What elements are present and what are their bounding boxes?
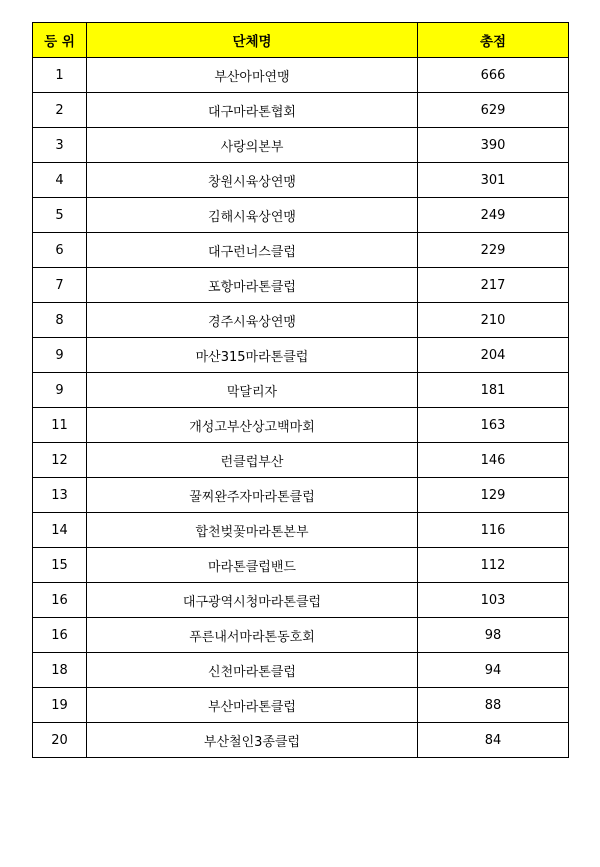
header-score: 총점 bbox=[418, 23, 569, 58]
table-row bbox=[33, 618, 569, 653]
header-row bbox=[33, 23, 569, 58]
cell-name: 신천마라톤클럽 bbox=[87, 653, 418, 688]
ranking-table bbox=[32, 22, 569, 758]
cell-score: 116 bbox=[418, 513, 569, 548]
header-name: 단체명 bbox=[87, 23, 418, 58]
cell-rank: 16 bbox=[33, 583, 87, 618]
cell-score: 163 bbox=[418, 408, 569, 443]
cell-score: 249 bbox=[418, 198, 569, 233]
table-row bbox=[33, 513, 569, 548]
cell-name: 마라톤클럽밴드 bbox=[87, 548, 418, 583]
cell-rank: 4 bbox=[33, 163, 87, 198]
cell-score: 88 bbox=[418, 688, 569, 723]
cell-name: 개성고부산상고백마회 bbox=[87, 408, 418, 443]
cell-name: 마산315마라톤클럽 bbox=[87, 338, 418, 373]
cell-rank: 11 bbox=[33, 408, 87, 443]
table-row bbox=[33, 93, 569, 128]
cell-rank: 8 bbox=[33, 303, 87, 338]
cell-rank: 2 bbox=[33, 93, 87, 128]
cell-score: 94 bbox=[418, 653, 569, 688]
table-row bbox=[33, 583, 569, 618]
table-row bbox=[33, 58, 569, 93]
cell-score: 181 bbox=[418, 373, 569, 408]
table-row bbox=[33, 198, 569, 233]
cell-name: 부산마라톤클럽 bbox=[87, 688, 418, 723]
cell-rank: 12 bbox=[33, 443, 87, 478]
cell-rank: 5 bbox=[33, 198, 87, 233]
cell-rank: 6 bbox=[33, 233, 87, 268]
cell-name: 부산아마연맹 bbox=[87, 58, 418, 93]
table-row bbox=[33, 338, 569, 373]
table-row bbox=[33, 443, 569, 478]
cell-name: 경주시육상연맹 bbox=[87, 303, 418, 338]
cell-name: 대구광역시청마라톤클럽 bbox=[87, 583, 418, 618]
cell-score: 204 bbox=[418, 338, 569, 373]
cell-rank: 7 bbox=[33, 268, 87, 303]
cell-score: 217 bbox=[418, 268, 569, 303]
table-row bbox=[33, 128, 569, 163]
cell-rank: 9 bbox=[33, 338, 87, 373]
table-row bbox=[33, 373, 569, 408]
cell-score: 112 bbox=[418, 548, 569, 583]
cell-rank: 20 bbox=[33, 723, 87, 758]
cell-score: 103 bbox=[418, 583, 569, 618]
cell-name: 대구런너스클럽 bbox=[87, 233, 418, 268]
table-row bbox=[33, 303, 569, 338]
cell-name: 부산철인3종클럽 bbox=[87, 723, 418, 758]
cell-score: 210 bbox=[418, 303, 569, 338]
cell-name: 합천벚꽃마라톤본부 bbox=[87, 513, 418, 548]
cell-name: 막달리자 bbox=[87, 373, 418, 408]
table-row bbox=[33, 723, 569, 758]
table-row bbox=[33, 688, 569, 723]
cell-rank: 19 bbox=[33, 688, 87, 723]
cell-rank: 9 bbox=[33, 373, 87, 408]
cell-rank: 1 bbox=[33, 58, 87, 93]
table-row bbox=[33, 268, 569, 303]
table-row bbox=[33, 548, 569, 583]
cell-name: 런클럽부산 bbox=[87, 443, 418, 478]
cell-rank: 15 bbox=[33, 548, 87, 583]
cell-score: 129 bbox=[418, 478, 569, 513]
header-rank: 등 위 bbox=[33, 23, 87, 58]
cell-score: 229 bbox=[418, 233, 569, 268]
table-row bbox=[33, 163, 569, 198]
cell-name: 김해시육상연맹 bbox=[87, 198, 418, 233]
cell-score: 84 bbox=[418, 723, 569, 758]
cell-rank: 14 bbox=[33, 513, 87, 548]
cell-name: 대구마라톤협회 bbox=[87, 93, 418, 128]
cell-score: 301 bbox=[418, 163, 569, 198]
cell-score: 390 bbox=[418, 128, 569, 163]
cell-name: 사랑의본부 bbox=[87, 128, 418, 163]
cell-name: 창원시육상연맹 bbox=[87, 163, 418, 198]
cell-score: 666 bbox=[418, 58, 569, 93]
cell-rank: 18 bbox=[33, 653, 87, 688]
cell-rank: 16 bbox=[33, 618, 87, 653]
table-row bbox=[33, 478, 569, 513]
cell-score: 629 bbox=[418, 93, 569, 128]
table-row bbox=[33, 233, 569, 268]
cell-name: 포항마라톤클럽 bbox=[87, 268, 418, 303]
cell-name: 꿀찌완주자마라톤클럽 bbox=[87, 478, 418, 513]
cell-score: 98 bbox=[418, 618, 569, 653]
cell-score: 146 bbox=[418, 443, 569, 478]
cell-name: 푸른내서마라톤동호회 bbox=[87, 618, 418, 653]
cell-rank: 13 bbox=[33, 478, 87, 513]
table-row bbox=[33, 653, 569, 688]
table-row bbox=[33, 408, 569, 443]
cell-rank: 3 bbox=[33, 128, 87, 163]
